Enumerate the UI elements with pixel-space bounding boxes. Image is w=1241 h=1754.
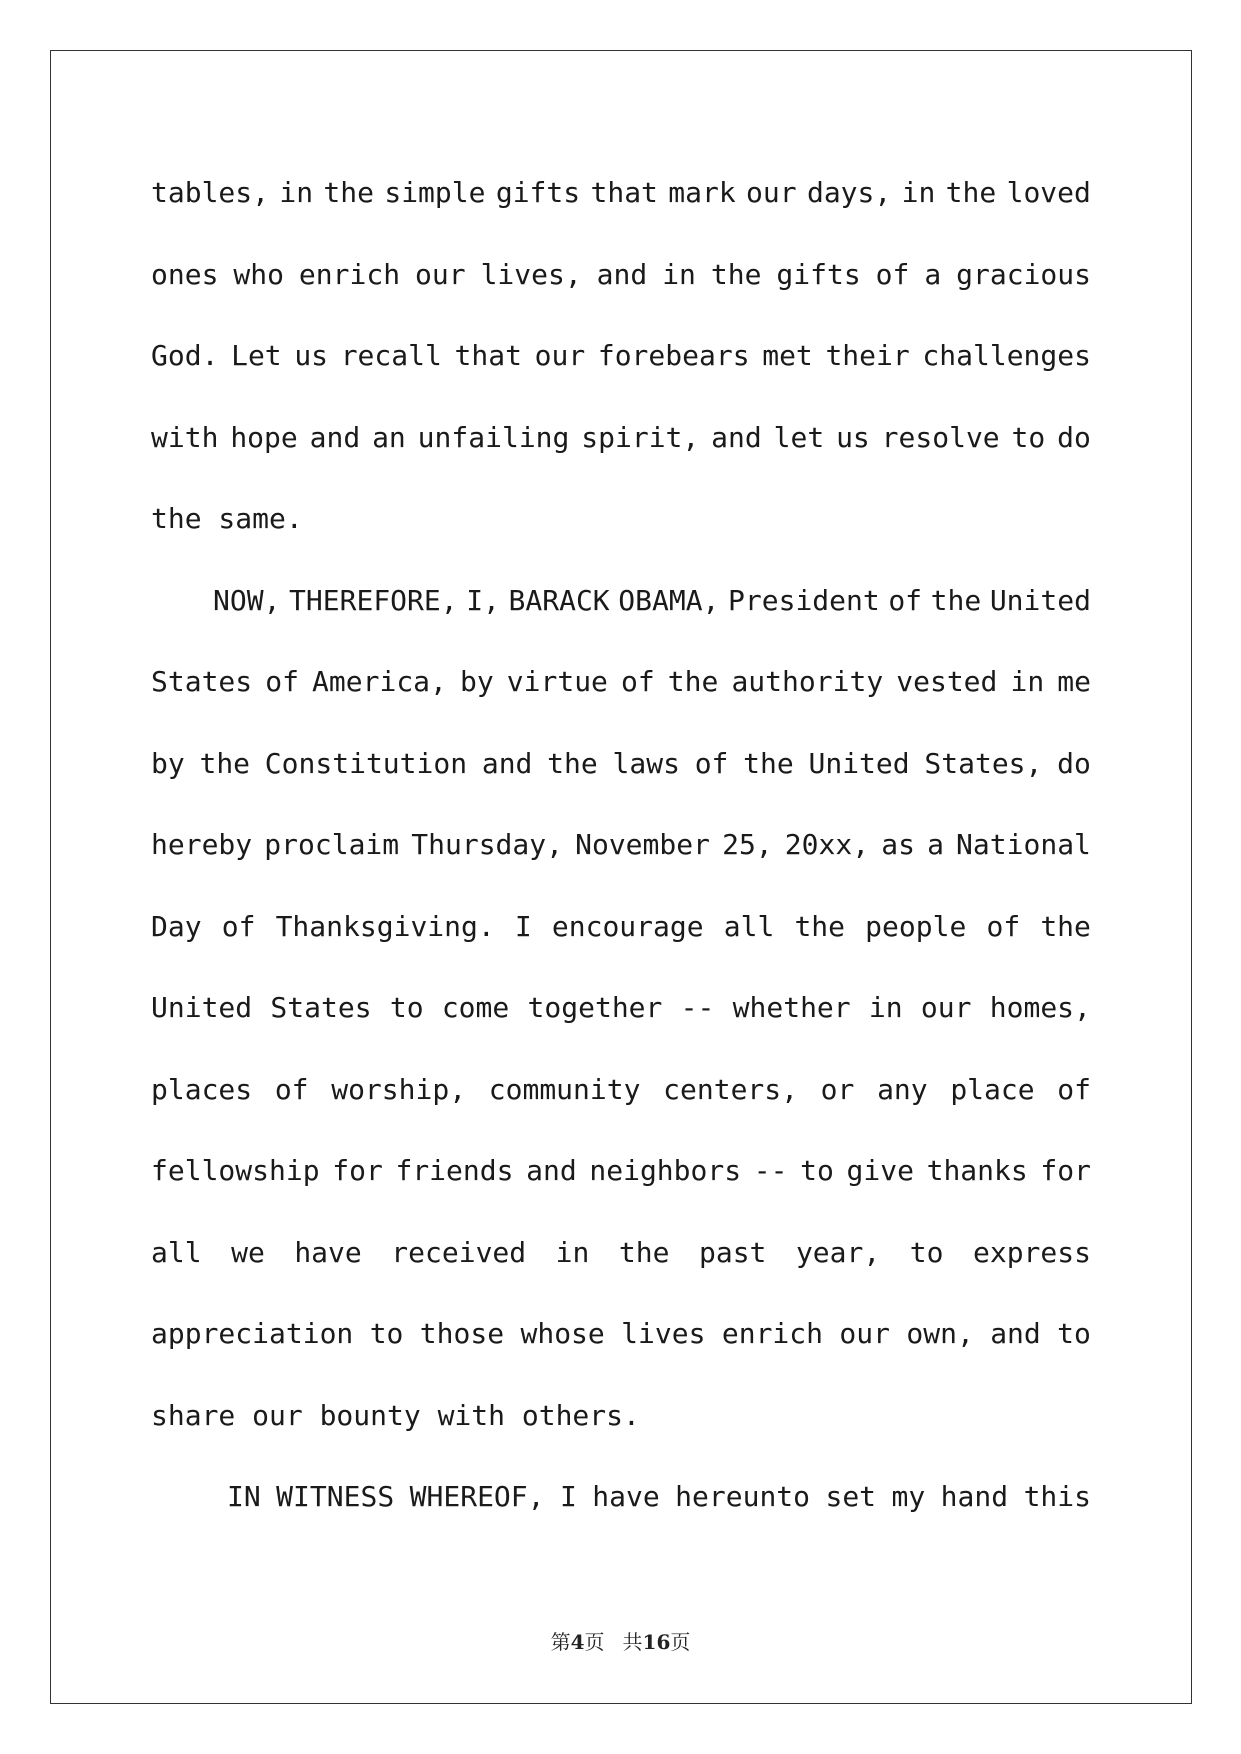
text-line: hereby proclaim Thursday, November 25, 20xx, as a National bbox=[151, 828, 1091, 861]
text-line: fellowship for friends and neighbors -- to give thanks for bbox=[151, 1154, 1091, 1187]
text-line: share our bounty with others. bbox=[151, 1398, 640, 1432]
text-line: ones who enrich our lives, and in the gifts of a gracious bbox=[151, 257, 1091, 291]
text-line: all we have received in the past year, to express bbox=[151, 1235, 1091, 1269]
text-line: God. Let us recall that our forebears met their challenges bbox=[151, 339, 1091, 372]
document-body bbox=[151, 163, 1091, 1549]
footer-total-suffix: 页 bbox=[670, 1630, 691, 1654]
text-line: NOW, THEREFORE, I, BARACK OBAMA, President of the United bbox=[213, 583, 1091, 617]
text-line: appreciation to those whose lives enrich our own, and to bbox=[151, 1317, 1091, 1350]
text-line: places of worship, community centers, or any place of bbox=[151, 1072, 1091, 1106]
footer-page-number: 4 bbox=[570, 1630, 585, 1654]
text-line: with hope and an unfailing spirit, and let us resolve to do bbox=[151, 420, 1091, 454]
text-line: IN WITNESS WHEREOF, I have hereunto set my hand this bbox=[227, 1480, 1091, 1513]
page-footer bbox=[0, 1626, 1241, 1655]
text-line: tables, in the simple gifts that mark our days, in the loved bbox=[151, 176, 1091, 209]
text-line: States of America, by virtue of the authority vested in me bbox=[151, 665, 1091, 698]
footer-page-suffix: 页 bbox=[584, 1630, 605, 1654]
text-line: United States to come together -- whether in our homes, bbox=[151, 991, 1091, 1024]
footer-total-pages: 16 bbox=[642, 1630, 671, 1654]
footer-total-prefix: 共 bbox=[622, 1630, 643, 1654]
text-line: Day of Thanksgiving. I encourage all the people of the bbox=[151, 909, 1091, 943]
text-line: the same. bbox=[151, 502, 303, 535]
text-line: by the Constitution and the laws of the United States, do bbox=[151, 746, 1091, 780]
footer-page-prefix: 第 bbox=[550, 1630, 571, 1654]
